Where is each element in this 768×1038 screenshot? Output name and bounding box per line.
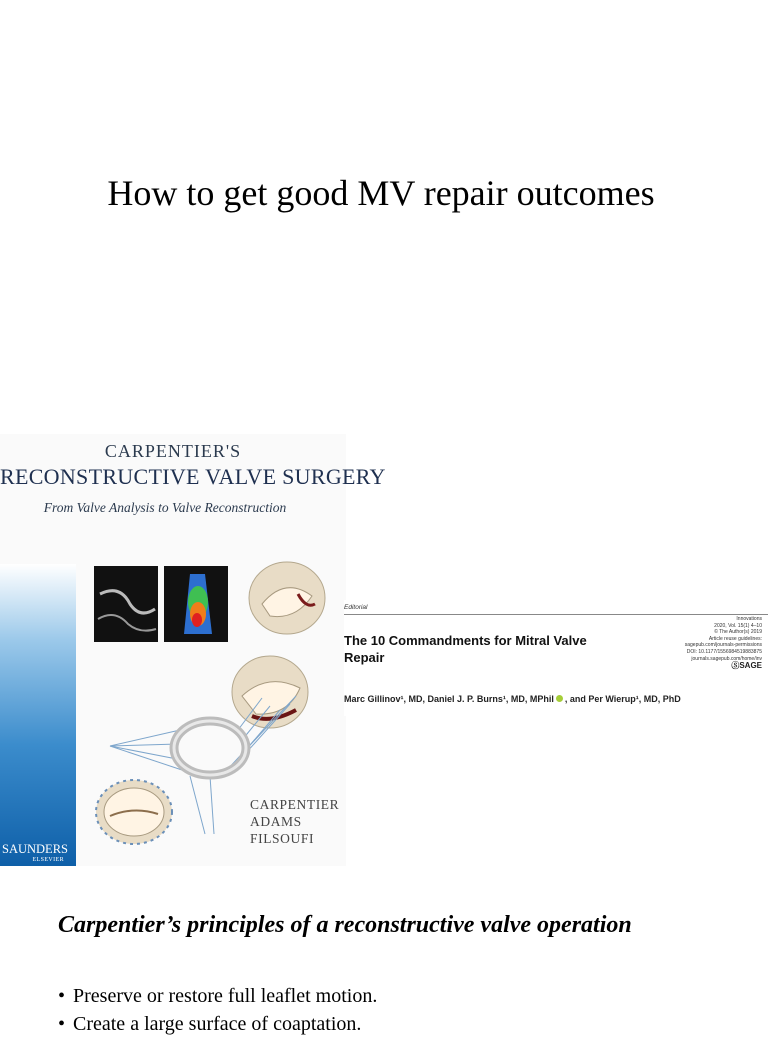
article-header-image [344,600,768,716]
article-meta: Innovations 2020, Vol. 15(1) 4–10 © The Author(s) 2019 Article reuse guidelines: sagepub.com/journals-permissions DOI: 10.1177/1556984519883875 journals.sagepub.com/home/inv ⓈSAGE [652,616,762,670]
article-authors: Marc Gillinov¹, MD, Daniel J. P. Burns¹, MD, MPhil , and Per Wierup¹, MD, PhD [344,694,681,704]
slide-title: How to get good MV repair outcomes [107,173,655,213]
sage-logo: ⓈSAGE [731,661,762,671]
book-subtitle: From Valve Analysis to Valve Reconstruction [43,500,287,515]
list-item: • Create a large surface of coaptation. [58,1010,377,1038]
list-item: • Preserve or restore full leaflet motion. [58,982,377,1010]
orcid-icon [556,695,563,702]
book-title-line1: CARPENTIER'S [104,441,242,461]
principles-list [58,982,377,1038]
book-title-line2: RECONSTRUCTIVE VALVE SURGERY [0,464,386,489]
bullet-icon: • [58,1013,66,1035]
principles-heading: Carpentier’s principles of a reconstructive valve operation [58,912,632,938]
bullet-icon: • [58,985,66,1007]
publisher-logo: SAUNDERS ELSEVIER [2,842,68,863]
article-divider [344,614,768,615]
book-authors: CARPENTIER ADAMS FILSOUFI [250,797,340,846]
article-type: Editorial [344,604,368,611]
article-title: The 10 Commandments for Mitral Valve Repair [344,633,587,665]
